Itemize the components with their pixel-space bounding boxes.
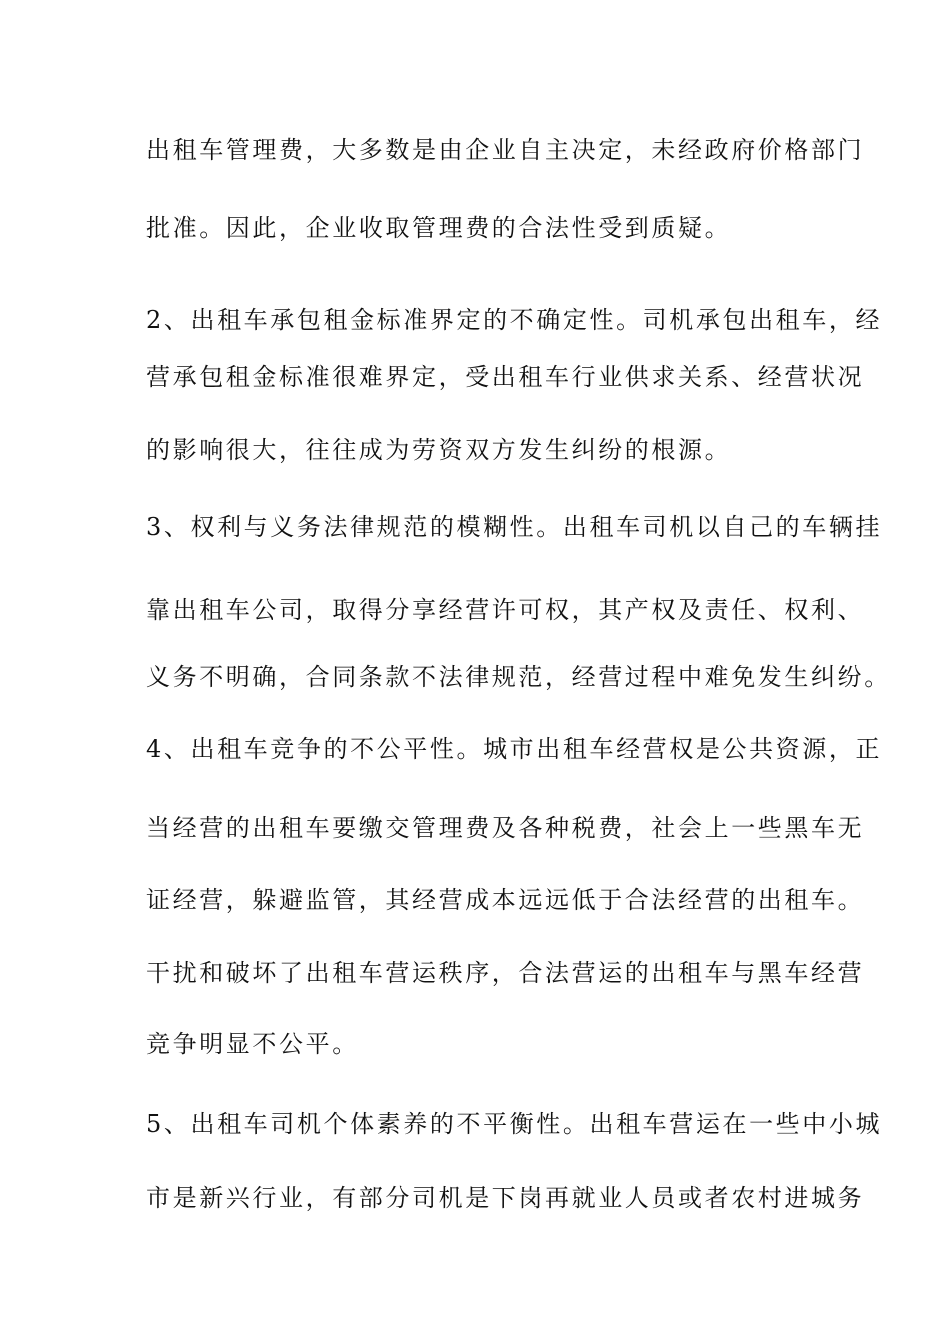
text-line: 2、出租车承包租金标准界定的不确定性。司机承包出租车，经: [146, 306, 883, 334]
text-line: 靠出租车公司，取得分享经营许可权，其产权及责任、权利、: [146, 596, 865, 624]
text-line: 市是新兴行业，有部分司机是下岗再就业人员或者农村进城务: [146, 1184, 865, 1212]
text-line: 4、出租车竞争的不公平性。城市出租车经营权是公共资源，正: [146, 735, 883, 763]
text-line: 当经营的出租车要缴交管理费及各种税费，社会上一些黑车无: [146, 814, 865, 842]
text-line: 义务不明确，合同条款不法律规范，经营过程中难免发生纠纷。: [146, 663, 891, 691]
text-line: 干扰和破坏了出租车营运秩序，合法营运的出租车与黑车经营: [146, 959, 865, 987]
text-line: 3、权利与义务法律规范的模糊性。出租车司机以自己的车辆挂: [146, 513, 883, 541]
text-line: 竞争明显不公平。: [146, 1030, 359, 1058]
text-line: 5、出租车司机个体素养的不平衡性。出租车营运在一些中小城: [146, 1110, 883, 1138]
text-line: 营承包租金标准很难界定，受出租车行业供求关系、经营状况: [146, 363, 865, 391]
text-line: 批准。因此，企业收取管理费的合法性受到质疑。: [146, 214, 732, 242]
text-line: 出租车管理费，大多数是由企业自主决定，未经政府价格部门: [146, 136, 865, 164]
text-line: 证经营，躲避监管，其经营成本远远低于合法经营的出租车。: [146, 886, 865, 914]
text-line: 的影响很大，往往成为劳资双方发生纠纷的根源。: [146, 436, 732, 464]
